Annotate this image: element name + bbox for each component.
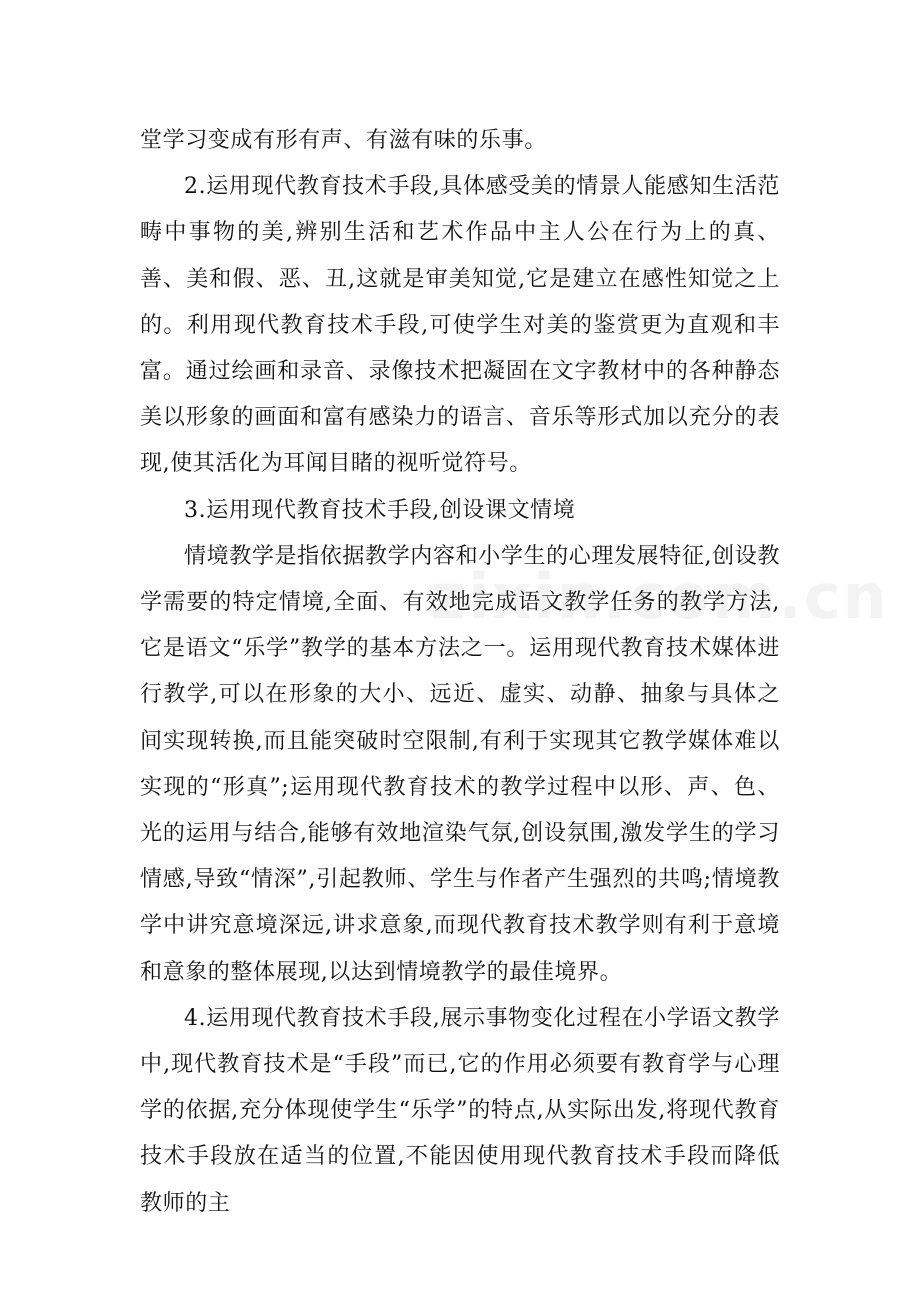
paragraph-section-4: 4.运用现代教育技术手段,展示事物变化过程在小学语文教学中,现代教育技术是“手段”而已,它的作用必须要有教育学与心理学的依据,充分体现使学生“乐学”的特点,从实际出发,将现代教育技术手段放在适当的位置,不能因使用现代教育技术手段而降低教师的主 (140, 1005, 780, 1216)
paragraph-continuation: 堂学习变成有形有声、有滋有味的乐事。 (140, 128, 547, 153)
paragraph-section-3-heading: 3.运用现代教育技术手段,创设课文情境 (184, 497, 576, 523)
document-body (140, 118, 780, 1227)
paragraph-section-2: 2.运用现代教育技术手段,具体感受美的情景人能感知生活范畴中事物的美,辨别生活和艺术作品中主人公在行为上的真、善、美和假、恶、丑,这就是审美知觉,它是建立在感性知觉之上的。利用现代教育技术手段,可使学生对美的鉴赏更为直观和丰富。通过绘画和录音、录像技术把凝固在文字教材中的各种静态美以形象的画面和富有感染力的语言、音乐等形式加以充分的表现,使其活化为耳闻目睹的视听觉符号。 (140, 174, 780, 477)
paragraph-situational-teaching: 情境教学是指依据教学内容和小学生的心理发展特征,创设教学需要的特定情境,全面、有效地完成语文教学任务的教学方法,它是语文“乐学”教学的基本方法之一。运用现代教育技术媒体进行教学,可以在形象的大小、远近、虚实、动静、抽象与具体之间实现转换,而且能突破时空限制,有利于实现其它教学媒体难以实现的“形真”;运用现代教育技术的教学过程中以形、声、色、光的运用与结合,能够有效地渲染气氛,创设氛围,激发学生的学习情感,导致“情深”,引起教师、学生与作者产生强烈的共鸣;情境教学中讲究意境深远,讲求意象,而现代教育技术教学则有利于意境和意象的整体展现,以达到情境教学的最佳境界。 (140, 543, 780, 985)
